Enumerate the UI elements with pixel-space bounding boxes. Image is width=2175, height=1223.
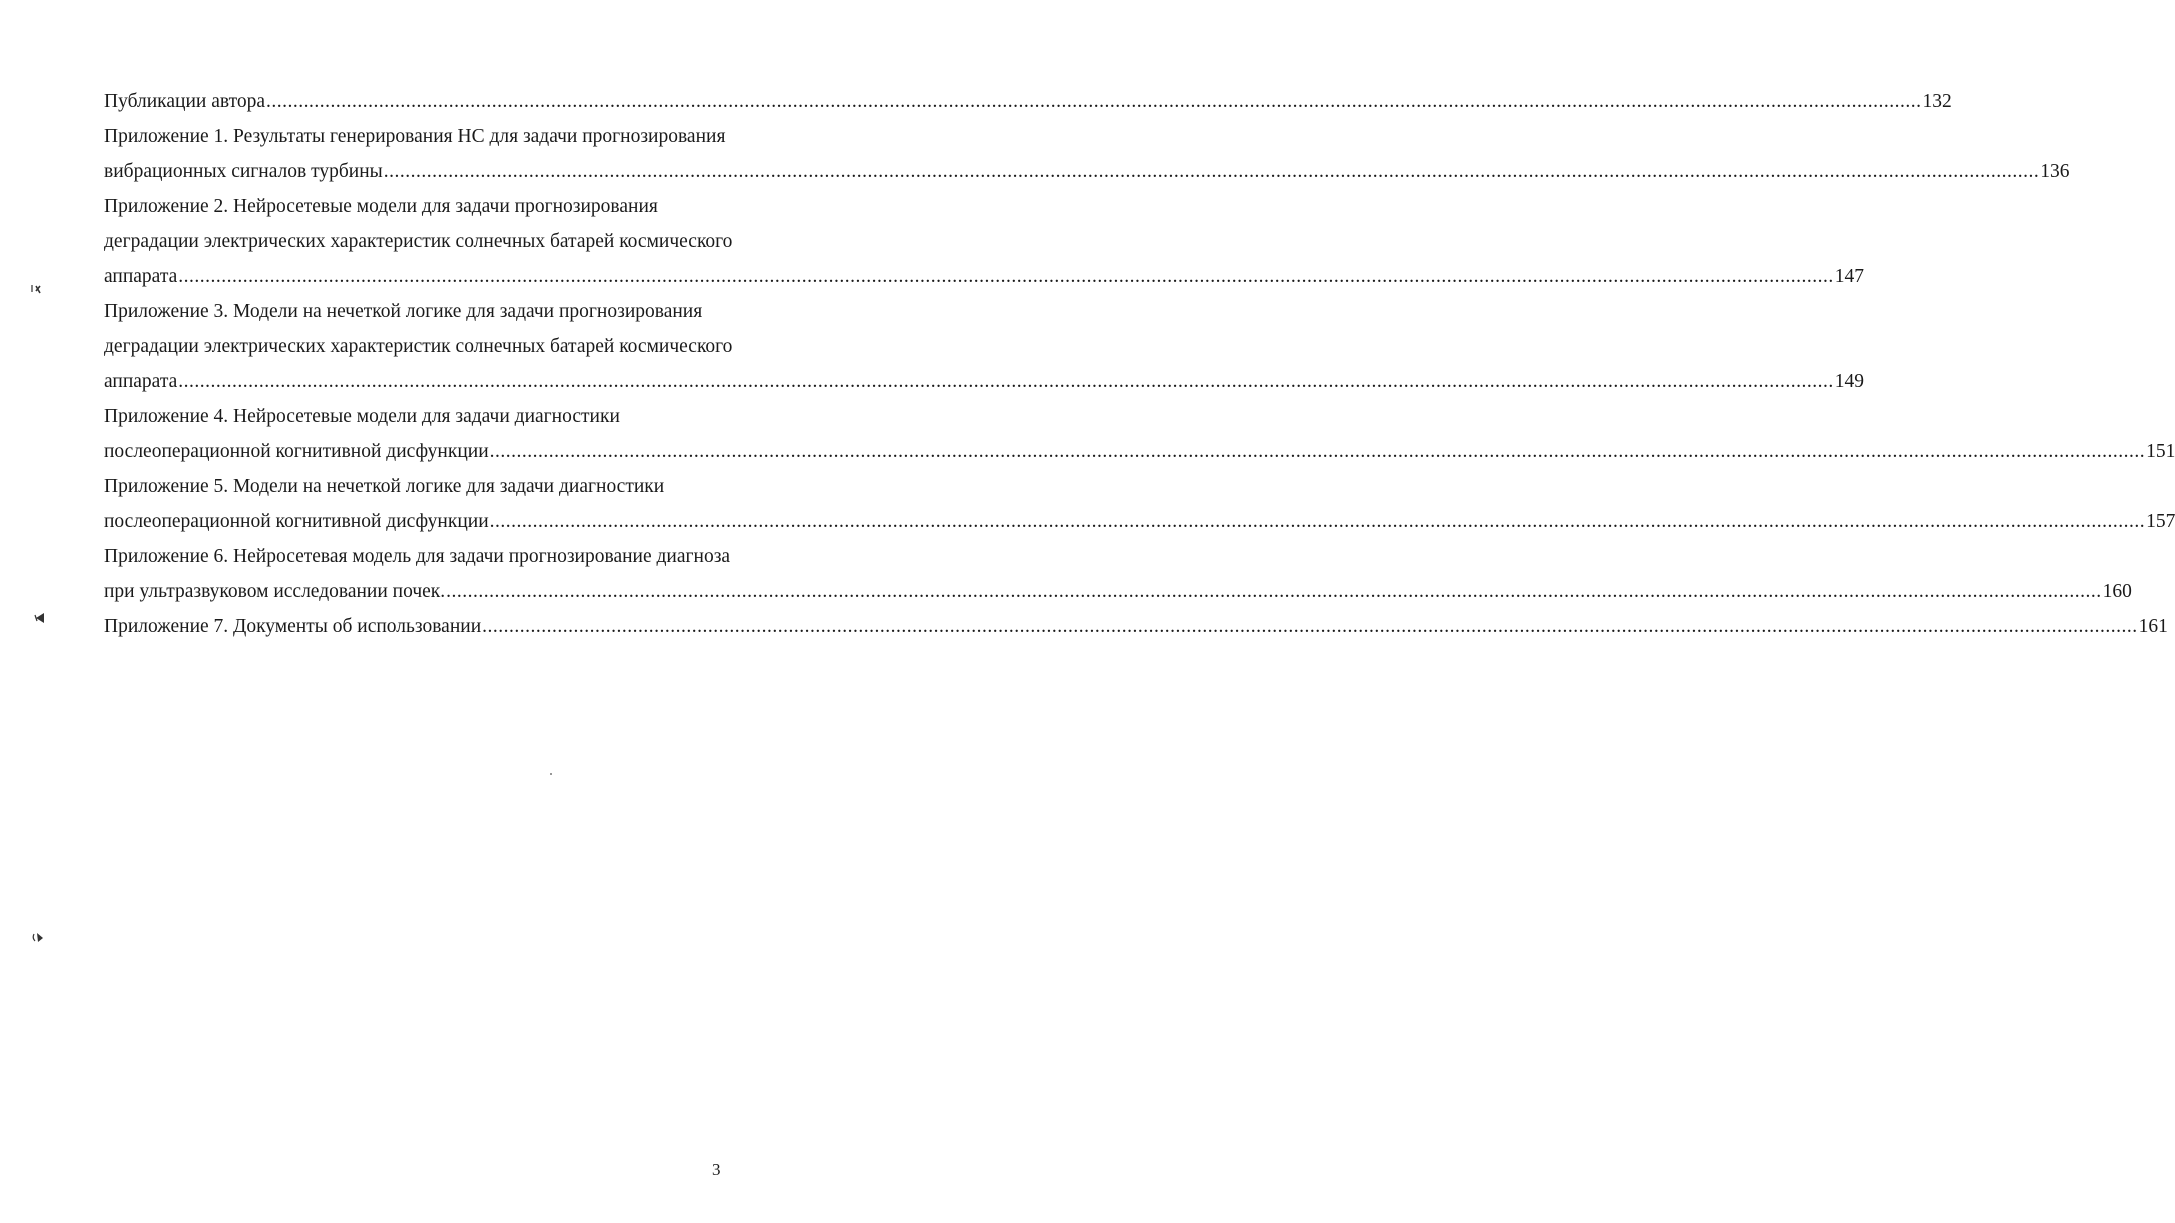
toc-line-appendix-6[interactable] (104, 539, 731, 574)
toc-page-number: 160 (2102, 581, 2132, 602)
dot-leader (482, 609, 2138, 644)
toc-entry-text: Приложение 4. Нейросетевые модели для задачи диагностики (104, 406, 620, 427)
toc-line-appendix-3[interactable] (104, 294, 720, 329)
toc-page-number: 132 (1922, 91, 1952, 112)
toc-line-appendix-5[interactable] (104, 469, 720, 504)
toc-entry-text: послеоперационной когнитивной дисфункции (104, 511, 489, 532)
toc-line-appendix-7[interactable] (104, 609, 2168, 644)
toc-line-publications[interactable] (104, 84, 1952, 119)
toc-entry-text: деградации электрических характеристик солнечных батарей космического (104, 231, 733, 252)
toc-entry-text: Приложение 1. Результаты генерирования НС для задачи прогнозирования (104, 126, 726, 147)
toc-entry-text: Приложение 7. Документы об использовании (104, 616, 482, 637)
scan-artifact-dot (550, 773, 552, 775)
toc-line-appendix-4[interactable] (104, 399, 720, 434)
toc-entry-text: Публикации автора (104, 91, 265, 112)
toc-page-number: 147 (1834, 266, 1864, 287)
toc-entry-text: Приложение 2. Нейросетевые модели для задачи прогнозирования (104, 196, 658, 217)
toc-entry-text: Приложение 6. Нейросетевая модель для задачи прогнозирование диагноза (104, 546, 731, 567)
toc-entry-text: при ультразвуковом исследовании почек. (104, 581, 446, 602)
toc-page-number: 157 (2146, 511, 2175, 532)
toc-entry-text: вибрационных сигналов турбины (104, 161, 383, 182)
toc-line-appendix-2-end[interactable] (104, 259, 1864, 294)
dot-leader (178, 364, 1834, 399)
dot-leader (178, 259, 1834, 294)
toc-page-number: 151 (2146, 441, 2175, 462)
toc-page-number: 149 (1834, 371, 1864, 392)
toc-entry-text: Приложение 5. Модели на нечеткой логике для задачи диагностики (104, 476, 665, 497)
toc-entry-text: деградации электрических характеристик солнечных батарей космического (104, 336, 733, 357)
table-of-contents (104, 84, 2175, 644)
scan-artifact-mark (31, 930, 45, 944)
toc-entry-text: Приложение 3. Модели на нечеткой логике для задачи прогнозирования (104, 301, 703, 322)
dot-leader (490, 504, 2146, 539)
toc-entry-text: аппарата (104, 371, 178, 392)
toc-line-appendix-1[interactable] (104, 119, 726, 154)
dot-leader (446, 574, 2102, 609)
page-number: 3 (712, 1160, 721, 1179)
toc-line-appendix-2-cont[interactable] (104, 224, 733, 259)
dot-leader (266, 84, 1922, 119)
toc-entry-text: аппарата (104, 266, 178, 287)
toc-page-number: 136 (2040, 161, 2070, 182)
toc-line-appendix-6-cont[interactable] (104, 574, 2132, 609)
scan-artifact-mark (33, 611, 47, 625)
toc-line-appendix-3-cont[interactable] (104, 329, 733, 364)
dot-leader (490, 434, 2146, 469)
toc-line-appendix-5-cont[interactable] (104, 504, 2175, 539)
toc-entry-text: послеоперационной когнитивной дисфункции (104, 441, 489, 462)
toc-line-appendix-3-end[interactable] (104, 364, 1864, 399)
scan-artifact-mark (30, 282, 44, 296)
toc-line-appendix-2[interactable] (104, 189, 720, 224)
toc-line-appendix-4-cont[interactable] (104, 434, 2175, 469)
toc-line-appendix-1-cont[interactable] (104, 154, 2070, 189)
toc-page-number: 161 (2138, 616, 2168, 637)
dot-leader (384, 154, 2040, 189)
